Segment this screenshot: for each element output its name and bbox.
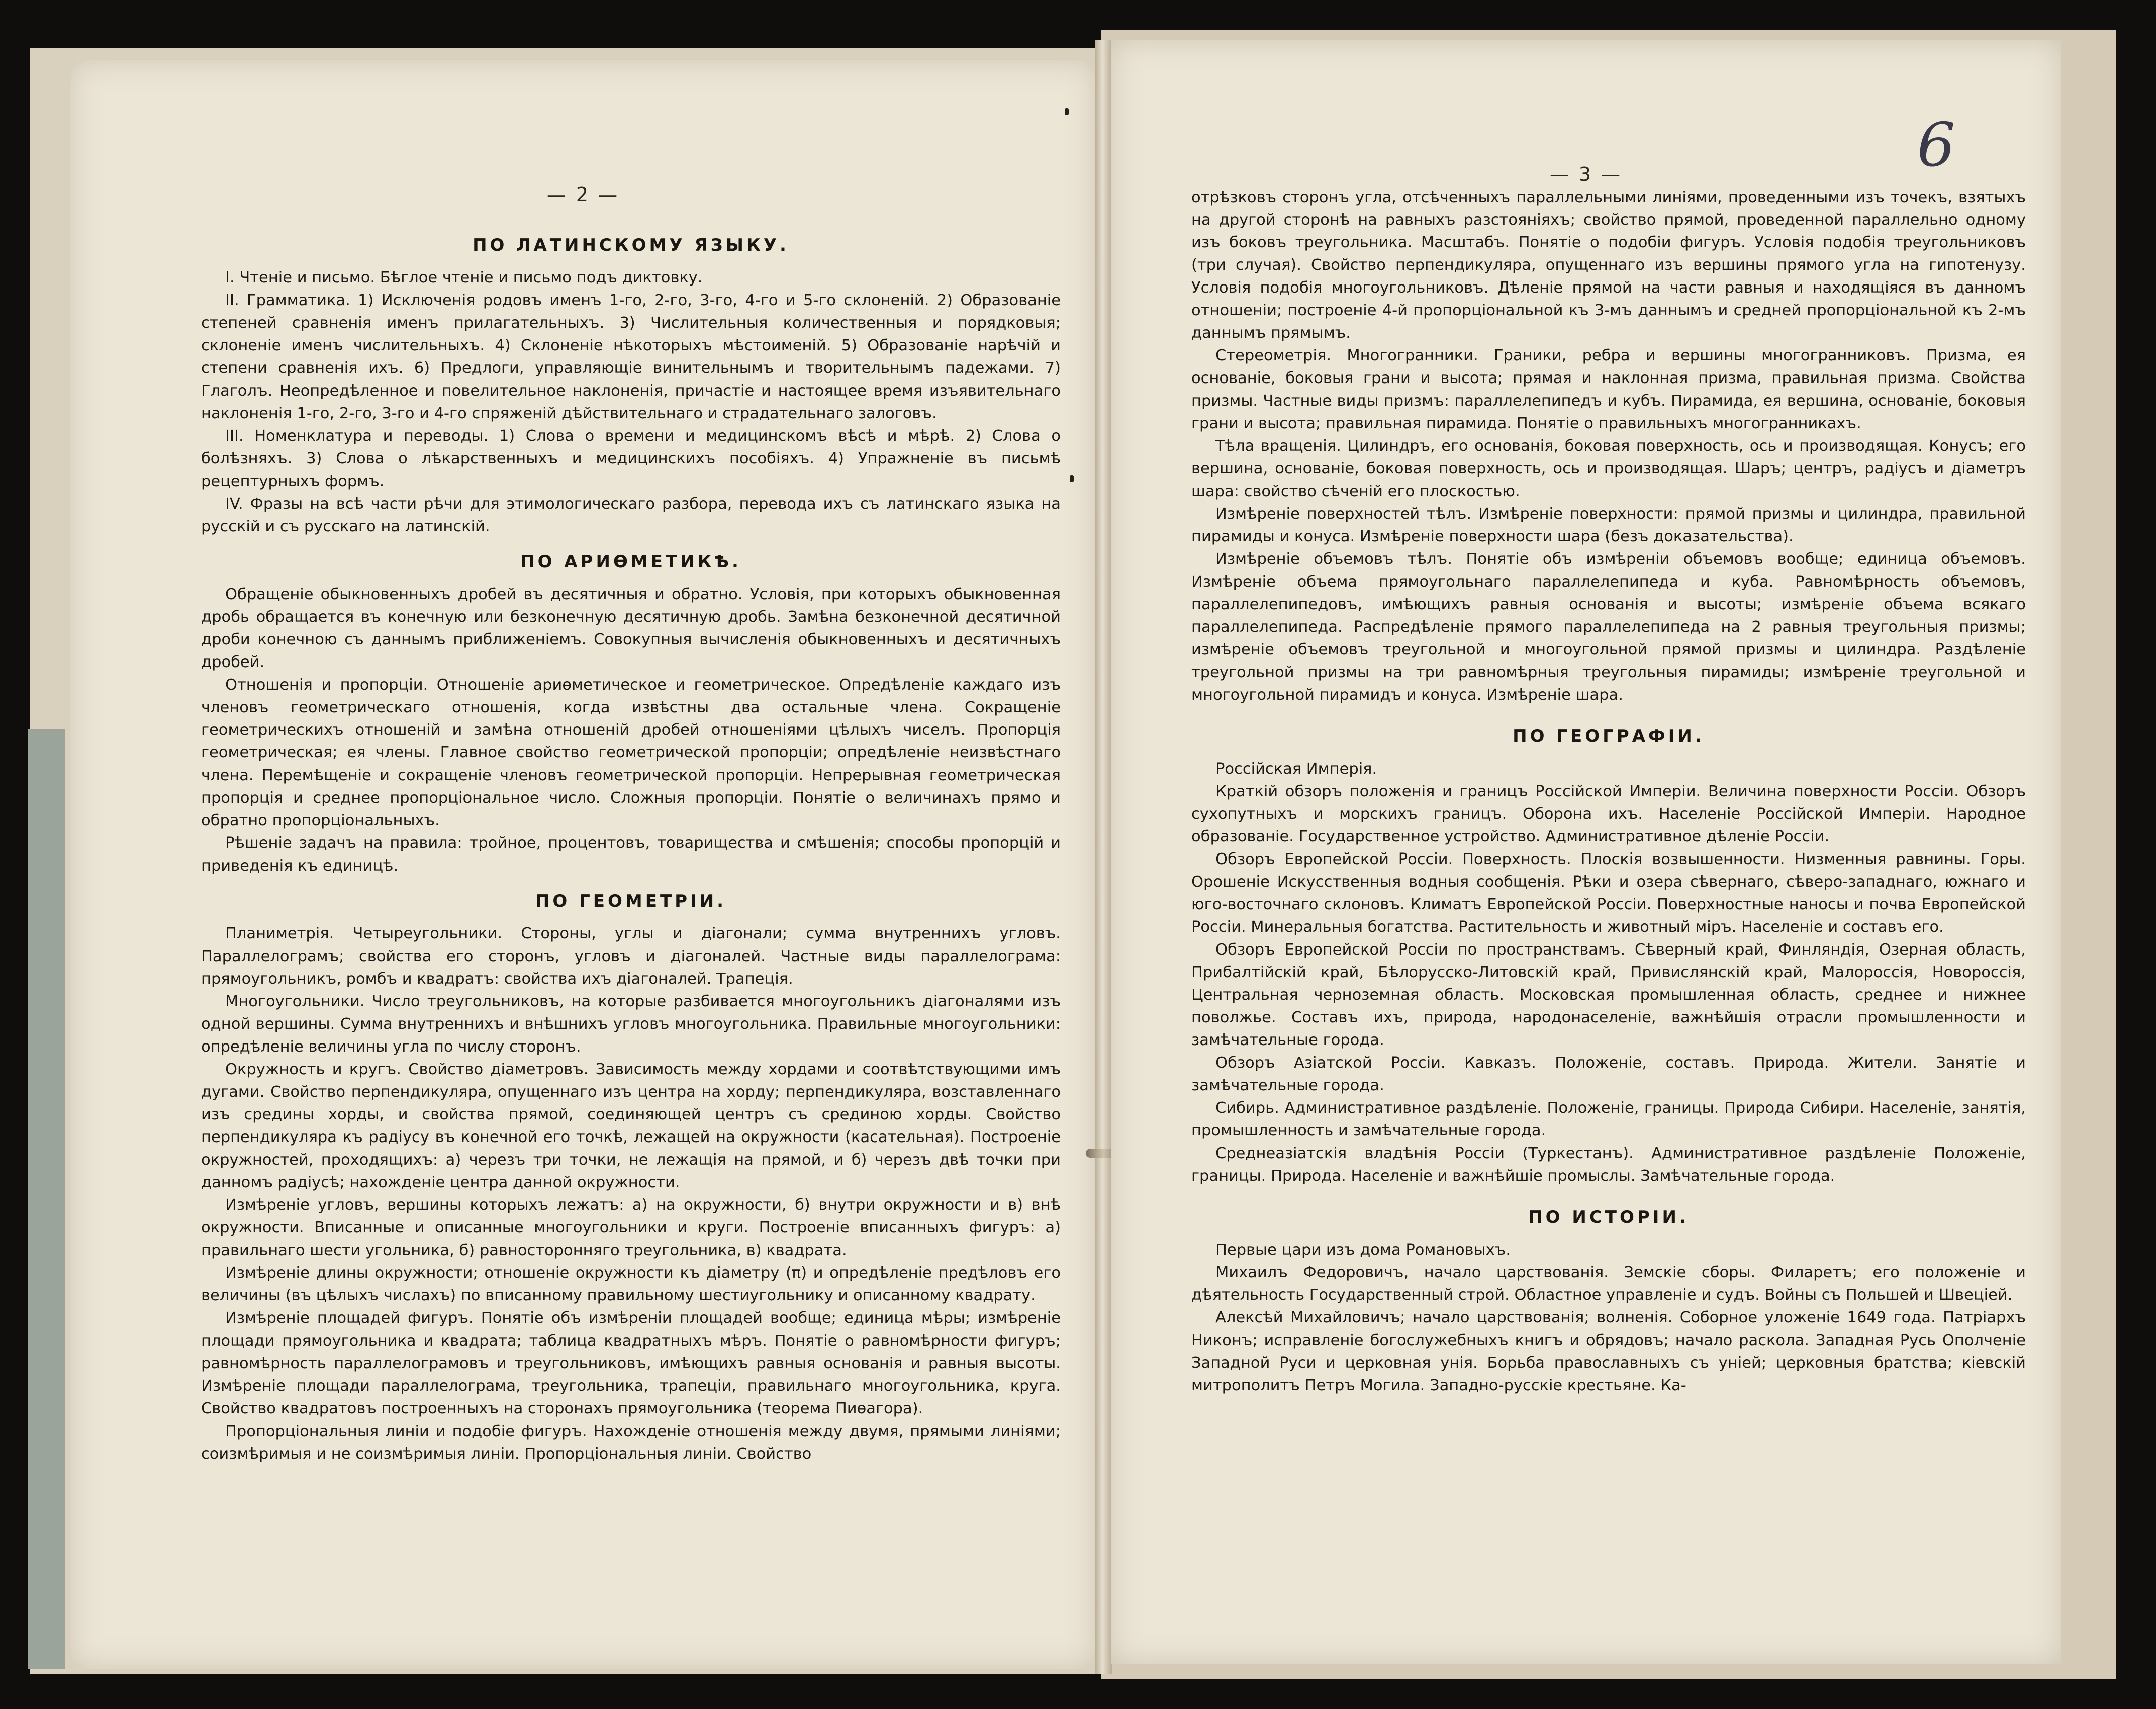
paragraph: Измѣреніе площадей фигуръ. Понятіе объ измѣреніи площадей вообще; единица мѣры; измѣреніе площади прямоугольника и квадрата; таблица квадратныхъ мѣръ. Понятіе о равномѣрности фигуръ; равномѣрность параллелограмовъ и треугольниковъ, имѣющихъ равныя основанія и равныя высоты. Измѣреніе площади параллелограма, треугольника, трапеціи, правильнаго многоугольника, круга. Свойство квадратовъ построенныхъ на сторонахъ прямоугольника (теорема Пиѳагора). [201,1309,1061,1417]
paragraph: Обзоръ Европейской Россіи по пространствамъ. Сѣверный край, Финляндія, Озерная область, Прибалтійскій край, Бѣлорусско-Литовскій край, Привислянскій край, Малороссія, Новороссія, Центральная черноземная область. Московская промышленная область, среднее и нижнее поволжье. Составъ ихъ, природа, народонаселеніе, важнѣйшія отрасли промышленности и замѣчательные города. [1191,941,2026,1049]
paragraph: Первые цари изъ дома Романовыхъ. [1215,1241,1511,1259]
paragraph: Краткій обзоръ положенія и границъ Россійской Имперіи. Величина поверхности Россіи. Обзоръ сухопутныхъ и морскихъ границъ. Оборона ихъ. Населеніе Россійской Имперіи. Народное образованіе. Государственное устройство. Административное дѣленіе Россіи. [1191,783,2026,845]
page-number-left: — 2 — [546,183,620,206]
binding-mark [1070,475,1074,482]
left-page [70,60,1096,1669]
section-title-geometry: ПО ГЕОМЕТРІИ. [535,891,727,911]
paragraph: Измѣреніе поверхностей тѣлъ. Измѣреніе поверхности: прямой призмы и цилиндра, правильной пирамиды и конуса. Измѣреніе поверхности шара (безъ доказательства). [1191,505,2026,545]
paragraph: III. Номенклатура и переводы. 1) Слова о времени и медицинскомъ вѣсѣ и мѣрѣ. 2) Слова о болѣзняхъ. 3) Слова о лѣкарственныхъ и медицинскихъ пособіяхъ. 4) Упражненіе въ письмѣ рецептурныхъ формъ. [201,427,1061,490]
paragraph: Обзоръ Азіатской Россіи. Кавказъ. Положеніе, составъ. Природа. Жители. Занятіе и замѣчательные города. [1191,1054,2026,1094]
paragraph: Планиметрія. Четыреугольники. Стороны, углы и діагонали; сумма внутреннихъ угловъ. Параллелограмъ; свойства его сторонъ, угловъ и діагоналей. Частные виды параллелограма: прямоугольникъ, ромбъ и квадратъ: свойства ихъ діагоналей. Трапеція. [201,925,1061,988]
green-endpaper [28,729,65,1669]
paragraph: Рѣшеніе задачъ на правила: тройное, процентовъ, товарищества и смѣшенія; способы пропорцій и приведенія къ единицѣ. [201,834,1061,875]
left-column [201,221,1061,1465]
paragraph: Измѣреніе объемовъ тѣлъ. Понятіе объ измѣреніи объемовъ вообще; единица объемовъ. Измѣреніе объема прямоугольнаго параллелепипеда и куба. Равномѣрность объемовъ, параллелепипедовъ, имѣющихъ равныя основанія и высоты; измѣреніе объема всякаго параллелепипеда. Распредѣленіе прямого параллелепипеда на 2 равныя треугольныя призмы; измѣреніе объемовъ треугольной и многоугольной прямой призмы и цилиндра. Раздѣленіе треугольной призмы на три равномѣрныя треугольныя пирамиды; измѣреніе треугольной и многоугольной пирамидъ и конуса. Измѣреніе шара. [1191,550,2026,704]
page-number-right: — 3 — [1549,163,1623,185]
paragraph: Пропорціональныя линіи и подобіе фигуръ. Нахожденіе отношенія между двумя, прямыми линіями; соизмѣримыя и не соизмѣримыя линіи. Пропорціональныя линіи. Свойство [201,1422,1061,1463]
right-column [1191,186,2026,1397]
paragraph: Стереометрія. Многогранники. Граники, ребра и вершины многогранниковъ. Призма, ея основаніе, боковыя грани и высота; прямая и наклонная призма, правильная призма. Свойства призмы. Частные виды призмъ: параллелепипедъ и кубъ. Пирамида, ея вершина, основаніе, боковыя грани и высота; правильная пирамида. Понятіе о правильныхъ многогранникахъ. [1191,347,2026,432]
paragraph: Обращеніе обыкновенныхъ дробей въ десятичныя и обратно. Условія, при которыхъ обыкновенная дробь обращается въ конечную или безконечную десятичную дробь. Замѣна безконечной десятичной дроби конечною съ даннымъ приближеніемъ. Совокупныя вычисленія обыкновенныхъ и десятичныхъ дробей. [201,586,1061,671]
paragraph: Многоугольники. Число треугольниковъ, на которые разбивается многоугольникъ діагоналями изъ одной вершины. Сумма внутреннихъ и внѣшнихъ угловъ многоугольника. Правильные многоугольники: опредѣленіе величины угла по числу сторонъ. [201,993,1061,1056]
paragraph: Среднеазіатскія владѣнія Россіи (Туркестанъ). Административное раздѣленіе Положеніе, границы. Природа. Населеніе и важнѣйшіе промыслы. Замѣчательные города. [1191,1145,2026,1185]
binding-mark [1065,108,1069,115]
book-spine [1095,40,1112,1674]
paragraph: Тѣла вращенія. Цилиндръ, его основанія, боковая поверхность, ось и производящая. Конусъ; его вершина, основаніе, боковая поверхность, ось и производящая. Шаръ; центръ, радіусъ и діаметръ шара: свойство сѣченій его плоскостью. [1191,437,2026,500]
paragraph: Окружность и кругъ. Свойство діаметровъ. Зависимость между хордами и соотвѣтствующими имъ дугами. Свойство перпендикуляра, опущеннаго изъ центра на хорду; перпендикуляра, возставленнаго изъ средины хорды, и свойства прямой, соединяющей центръ съ срединою хорды. Свойство перпендикуляра къ радіусу въ конечной его точкѣ, лежащей на окружности (касательная). Построеніе окружностей, проходящихъ: а) черезъ три точки, не лежащія на прямой, и б) черезъ двѣ точки при данномъ радіусѣ; нахожденіе центра данной окружности. [201,1061,1061,1191]
section-title-arithmetic: ПО АРИѲМЕТИКѢ. [520,552,741,572]
paragraph: отрѣзковъ сторонъ угла, отсѣченныхъ параллельными линіями, проведенными изъ точекъ, взятыхъ на другой сторонѣ на равныхъ разстояніяхъ; свойство прямой, проведенной параллельно одному изъ боковъ треугольника. Масштабъ. Понятіе о подобіи фигуръ. Условія подобія треугольниковъ (три случая). Свойство перпендикуляра, опущеннаго изъ вершины прямого угла на гипотенузу. Условія подобія многоугольниковъ. Дѣленіе прямой на части равныя и находящіяся въ данномъ отношеніи; построеніе 4-й пропорціональной къ 3-мъ даннымъ и средней пропорціональной къ 2-мъ даннымъ прямымъ. [1191,188,2026,342]
handwritten-folio-number: 6 [1917,111,1955,180]
paragraph: Сибирь. Административное раздѣленіе. Положеніе, границы. Природа Сибири. Населеніе, занятія, промышленность и замѣчательные города. [1191,1099,2026,1140]
paragraph: Обзоръ Европейской Россіи. Поверхность. Плоскія возвышенности. Низменныя равнины. Горы. Орошеніе Искусственныя водныя сообщенія. Рѣки и озера сѣвернаго, сѣверо-западнаго, южнаго и юго-восточнаго склоновъ. Климатъ Европейской Россіи. Поверхностные наносы и почва Европейской Россіи. Минеральныя богатства. Растительность и животный міръ. Населеніе и составъ его. [1191,850,2026,936]
paragraph: Михаилъ Федоровичъ, начало царствованія. Земскіе сборы. Филаретъ; его положеніе и дѣятельность Государственный строй. Областное управленіе и судъ. Войны съ Польшей и Швеціей. [1191,1264,2026,1304]
section-title-history: ПО ИСТОРІИ. [1528,1207,1689,1227]
section-title-latin: ПО ЛАТИНСКОМУ ЯЗЫКУ. [473,235,789,255]
paragraph: Измѣреніе угловъ, вершины которыхъ лежатъ: а) на окружности, б) внутри окружности и в) внѣ окружности. Вписанные и описанные многоугольники и круги. Построеніе вписанныхъ фигуръ: а) правильнаго шести угольника, б) равносторонняго треугольника, в) квадрата. [201,1196,1061,1259]
paragraph: II. Грамматика. 1) Исключенія родовъ именъ 1-го, 2-го, 3-го, 4-го и 5-го склоненій. 2) Образованіе степеней сравненія именъ прилагательныхъ. 3) Числительныя количественныя и порядковыя; склоненіе именъ числительныхъ. 4) Склоненіе нѣкоторыхъ мѣстоименій. 5) Образованіе нарѣчій и степени сравненія ихъ. 6) Предлоги, управляющіе винительнымъ и творительнымъ падежами. 7) Глаголъ. Неопредѣленное и повелительное наклоненія, причастіе и настоящее время изъявительнаго наклоненія 1-го, 2-го, 3-го и 4-го спряженій дѣйствительнаго и страдательнаго залоговъ. [201,292,1061,422]
paragraph: I. Чтеніе и письмо. Бѣглое чтеніе и письмо подъ диктовку. [225,269,703,287]
paragraph: Измѣреніе длины окружности; отношеніе окружности къ діаметру (π) и опредѣленіе предѣловъ его величины (въ цѣлыхъ числахъ) по вписанному правильному шестиугольнику и описанному квадрату. [201,1264,1061,1304]
paragraph: Отношенія и пропорціи. Отношеніе ариѳметическое и геометрическое. Опредѣленіе каждаго изъ членовъ геометрическаго отношенія, когда извѣстны два остальные члена. Сокращеніе геометрическихъ отношеній и замѣна отношеній дробей отношеніями цѣлыхъ чиселъ. Пропорція геометрическая; ея члены. Главное свойство геометрической пропорціи; опредѣленіе неизвѣстнаго члена. Перемѣщеніе и сокращеніе членовъ геометрической пропорціи. Непрерывная геометрическая пропорція и среднее пропорціональное число. Сложныя пропорціи. Понятіе о величинахъ прямо и обратно пропорціональныхъ. [201,676,1061,829]
right-page [1111,40,2061,1664]
paragraph: Алексѣй Михайловичъ; начало царствованія; волненія. Соборное уложеніе 1649 года. Патріархъ Никонъ; исправленіе богослужебныхъ книгъ и обрядовъ; начало раскола. Западная Русь Ополченіе Западной Руси и церковная унія. Борьба православныхъ съ уніей; церковныя братства; кіевскій митрополитъ Петръ Могила. Западно-русскіе крестьяне. Ка- [1191,1309,2026,1394]
section-title-geography: ПО ГЕОГРАФІИ. [1513,726,1705,746]
paragraph: Россійская Имперія. [1215,760,1377,778]
paragraph: IV. Фразы на всѣ части рѣчи для этимологическаго разбора, перевода ихъ съ латинскаго языка на русскій и съ русскаго на латинскій. [201,495,1061,535]
